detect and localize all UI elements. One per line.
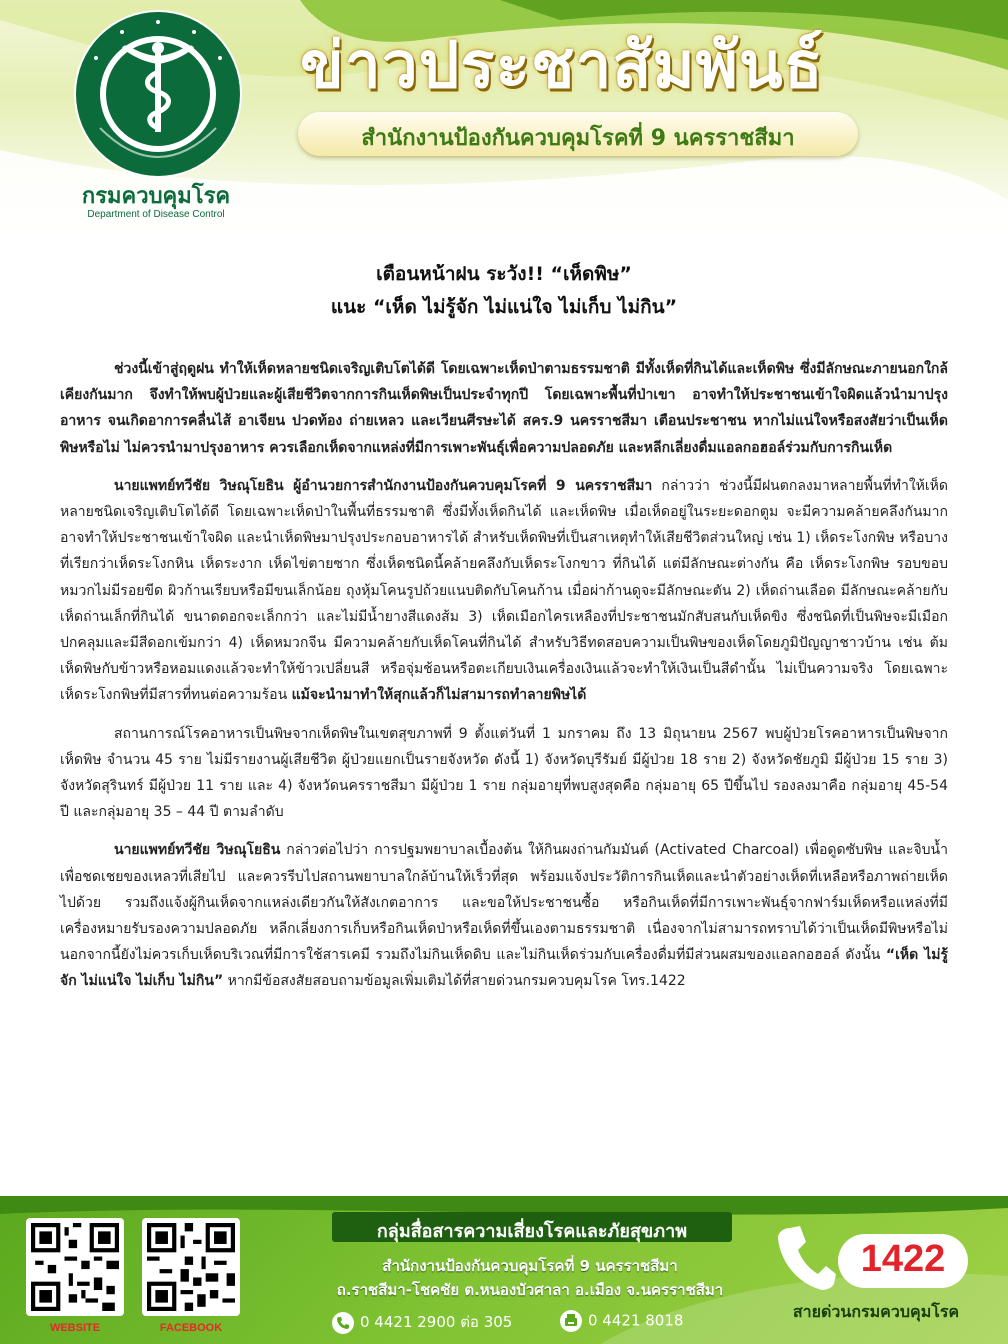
- page-title: ข่าวประชาสัมพันธ์: [300, 29, 824, 103]
- paragraph-4-body: กล่าวต่อไปว่า การปฐมพยาบาลเบื้องต้น ให้กินผงถ่านกัมมันต์ (Activated Charcoal) เพื่อดูดซับพิษ และจิบน้ำเพื่อชดเชยของเหลวที่เสียไป และควรรีบไปสถานพยาบาลใกล้บ้านให้เร็วที่สุด พร้อมแจ้งประวัติการกินเห็ดและนำตัวอย่างเห็ดที่เหลือหรือภาพถ่ายเห็ดไปด้วย รวมถึงแจ้งผู้กินเห็ดจากแหล่งเดียวกันให้สังเกตอาการ และขอให้ประชาชนซื้อ หรือกินเห็ดที่มีการเพาะพันธุ์จากฟาร์มเห็ดหรือแหล่งที่มีเครื่องหมายรับรองความปลอดภัย หลีกเลี่ยงการเก็บหรือกินเห็ดป่าหรือเห็ดที่ขึ้นเองตามธรรมชาติ เนื่องจากไม่สามารถทราบได้ว่าเป็นเห็ดมีพิษหรือไม่ นอกจากนี้ยังไม่ควรเก็บเห็ดบริเวณที่มีการใช้สารเคมี รวมถึงไม่กินเห็ดดิบ และไม่กินเห็ดร่วมกับเครื่องดื่มที่มีส่วนผสมของแอลกอฮอล์ ดังนั้น: [60, 842, 948, 964]
- hotline-label: สายด่วนกรมควบคุมโรค: [792, 1302, 960, 1321]
- paragraph-intro: ช่วงนี้เข้าสู่ฤดูฝน ทำให้เห็ดหลายชนิดเจริญเติบโตได้ดี โดยเฉพาะเห็ดป่าตามธรรมชาติ มีทั้งเห็ดที่กินได้และเห็ดพิษ ซึ่งมีลักษณะภายนอกใกล้เคียงกันมาก จึงทำให้พบผู้ป่วยและผู้เสียชีวิตจากการกินเห็ดพิษเป็นประจำทุกปี โดยเฉพาะพื้นที่ป่าเขา อาจทำให้ประชาชนเข้าใจผิดแล้วนำมาปรุงอาหาร จนเกิดอาการคลื่นไส้ อาเจียน ปวดท้อง ถ่ายเหลว และเวียนศีรษะได้ สคร.9 นครราชสีมา เตือนประชาชน หากไม่แน่ใจหรือสงสัยว่าเป็นเห็ดพิษหรือไม่ ไม่ควรนำมาปรุงอาหาร ควรเลือกเห็ดจากแหล่งที่มีการเพาะพันธุ์เพื่อความปลอดภัย และหลีกเลี่ยงดื่มแอลกอฮอล์ร่วมกับการกินเห็ด: [60, 361, 948, 456]
- phone-contact: [332, 1310, 512, 1334]
- group-title-box: [332, 1212, 732, 1242]
- office-subtitle: สำนักงานป้องกันควบคุมโรคที่ 9 นครราชสีมา: [361, 126, 795, 151]
- website-label[interactable]: WEBSITE: [49, 1322, 101, 1334]
- director-name-title: นายแพทย์ทวีชัย วิษณุโยธิน ผู้อำนวยการสำนักงานป้องกันควบคุมโรคที่ 9 นครราชสีมา: [114, 477, 653, 494]
- footer-banner: [0, 1196, 1008, 1344]
- phone-number[interactable]: 0 4421 2900 ต่อ 305: [360, 1313, 513, 1331]
- paragraph-2-warning: แม้จะนำมาทำให้สุกแล้วก็ไม่สามารถทำลายพิษได้: [291, 687, 587, 704]
- slogan: “เห็ด ไม่รู้จัก ไม่แน่ใจ ไม่เก็บ ไม่กิน”: [60, 947, 948, 990]
- group-title: กลุ่มสื่อสารความเสี่ยงโรคและภัยสุขภาพ: [376, 1221, 688, 1242]
- hotline-badge[interactable]: [838, 1234, 968, 1288]
- website-qr-code[interactable]: [26, 1218, 124, 1316]
- ministry-logo: [56, 10, 256, 230]
- facebook-label[interactable]: FACEBOOK: [159, 1322, 223, 1334]
- department-name-english: Department of Disease Control: [87, 209, 225, 220]
- hotline-phone-icon: [776, 1222, 836, 1292]
- paragraph-2-body: กล่าวว่า ช่วงนี้มีฝนตกลงมาหลายพื้นที่ทำให้เห็ดหลายชนิดเจริญเติบโตได้ดี โดยเฉพาะเห็ดป่าในพื้นที่ธรรมชาติ ซึ่งมีทั้งเห็ดกินได้ และเห็ดพิษ เมื่อเห็ดอยู่ในระยะดอกตูม จะมีความคล้ายคลึงกันมาก อาจทำให้ประชาชนเข้าใจผิด และนำเห็ดพิษมาปรุงประกอบอาหารได้ สำหรับเห็ดพิษที่เป็นสาเหตุทำให้เสียชีวิตส่วนใหญ่ เช่น 1) เห็ดระโงกพิษ หรือบางที่เรียกว่าเห็ดระโงกหิน เห็ดระงาก เห็ดไข่ตายซาก ซึ่งเห็ดชนิดนี้คล้ายคลึงกับเห็ดระโงกขาว ที่กินได้ แต่มีลักษณะต่างกัน คือ เห็ดระโงกพิษ รอบขอบหมวกไม่มีรอยขีด ผิวก้านเรียบหรือมีขนเล็กน้อย ถุงหุ้มโคนรูปถ้วยแนบติดกับโคนก้าน เมื่อผ่าก้านดูจะมีลักษณะตัน 2) เห็ดถ่านเลือด มีลักษณะคล้ายกับเห็ดถ่านเล็กที่กินได้ ขนาดดอกจะเล็กกว่า และไม่มีน้ำยางสีแดงส้ม 3) เห็ดเมือกไครเหลืองที่ประชาชนมักสับสนกับเห็ดขิง ซึ่งชนิดที่เป็นพิษจะมีเมือกปกคลุมและมีสีดอกเข้มกว่า 4) เห็ดหมวกจีน มีความคล้ายกับเห็ดโคนที่กินได้ สำหรับวิธีทดสอบความเป็นพิษของเห็ดโดยภูมิปัญญาชาวบ้าน เช่น ต้มเห็ดพิษกับข้าวหรือหอมแดงแล้วจะทำให้ข้าวเปลี่ยนสี หรือจุ่มช้อนหรือตะเกียบเงินเครื่องเงินแล้วจะทำให้เงินเป็นสีดำนั้น ไม่เป็นความจริง โดยเฉพาะเห็ดระโงกพิษที่มีสารที่ทนต่อความร้อน: [60, 477, 948, 704]
- article-body: [60, 356, 948, 1007]
- paragraph-situation: สถานการณ์โรคอาหารเป็นพิษจากเห็ดพิษในเขตสุขภาพที่ 9 ตั้งแต่วันที่ 1 มกราคม ถึง 13 มิถุนายน 2567 พบผู้ป่วยโรคอาหารเป็นพิษจากเห็ดพิษ จำนวน 45 ราย ไม่มีรายงานผู้เสียชีวิต ผู้ป่วยแยกเป็นรายจังหวัด ดังนี้ 1) จังหวัดบุรีรัมย์ มีผู้ป่วย 18 ราย 2) จังหวัดชัยภูมิ มีผู้ป่วย 15 ราย 3) จังหวัดสุรินทร์ มีผู้ป่วย 11 ราย และ 4) จังหวัดนครราชสีมา มีผู้ป่วย 1 ราย กลุ่มอายุที่พบสูงสุดคือ กลุ่มอายุ 65 ปีขึ้นไป รองลงมาคือ กลุ่มอายุ 45-54 ปี และกลุ่มอายุ 35 – 44 ปี ตามลำดับ: [60, 725, 948, 821]
- facebook-qr-code[interactable]: [142, 1218, 240, 1316]
- fax-icon: [560, 1310, 582, 1332]
- ministry-seal-icon: [74, 10, 242, 178]
- headline-line-2: แนะ “เห็ด ไม่รู้จัก ไม่แน่ใจ ไม่เก็บ ไม่กิน”: [330, 296, 678, 318]
- header-banner: [0, 0, 1008, 240]
- office-name: สำนักงานป้องกันควบคุมโรคที่ 9 นครราชสีมา: [382, 1257, 678, 1275]
- qr-code-icon: [31, 1223, 119, 1311]
- phone-icon: [332, 1312, 354, 1334]
- news-headline: [0, 258, 1008, 324]
- headline-line-1: เตือนหน้าฝน ระวัง!! “เห็ดพิษ”: [376, 263, 632, 285]
- subtitle-banner: [298, 112, 858, 156]
- director-name: นายแพทย์ทวีชัย วิษณุโยธิน: [114, 842, 281, 859]
- fax-number[interactable]: 0 4421 8018: [588, 1311, 684, 1330]
- office-address: ถ.ราชสีมา-โชคชัย ต.หนองบัวศาลา อ.เมือง จ.นครราชสีมา: [336, 1281, 724, 1299]
- paragraph-director-statement: [60, 473, 948, 709]
- paragraph-4-end: หากมีข้อสงสัยสอบถามข้อมูลเพิ่มเติมได้ที่สายด่วนกรมควบคุมโรค โทร.1422: [223, 973, 686, 990]
- department-name-thai: กรมควบคุมโรค: [81, 184, 231, 209]
- qr-code-icon: [147, 1223, 235, 1311]
- paragraph-first-aid: [60, 837, 948, 994]
- fax-contact: [560, 1310, 683, 1332]
- hotline-number: 1422: [860, 1238, 946, 1280]
